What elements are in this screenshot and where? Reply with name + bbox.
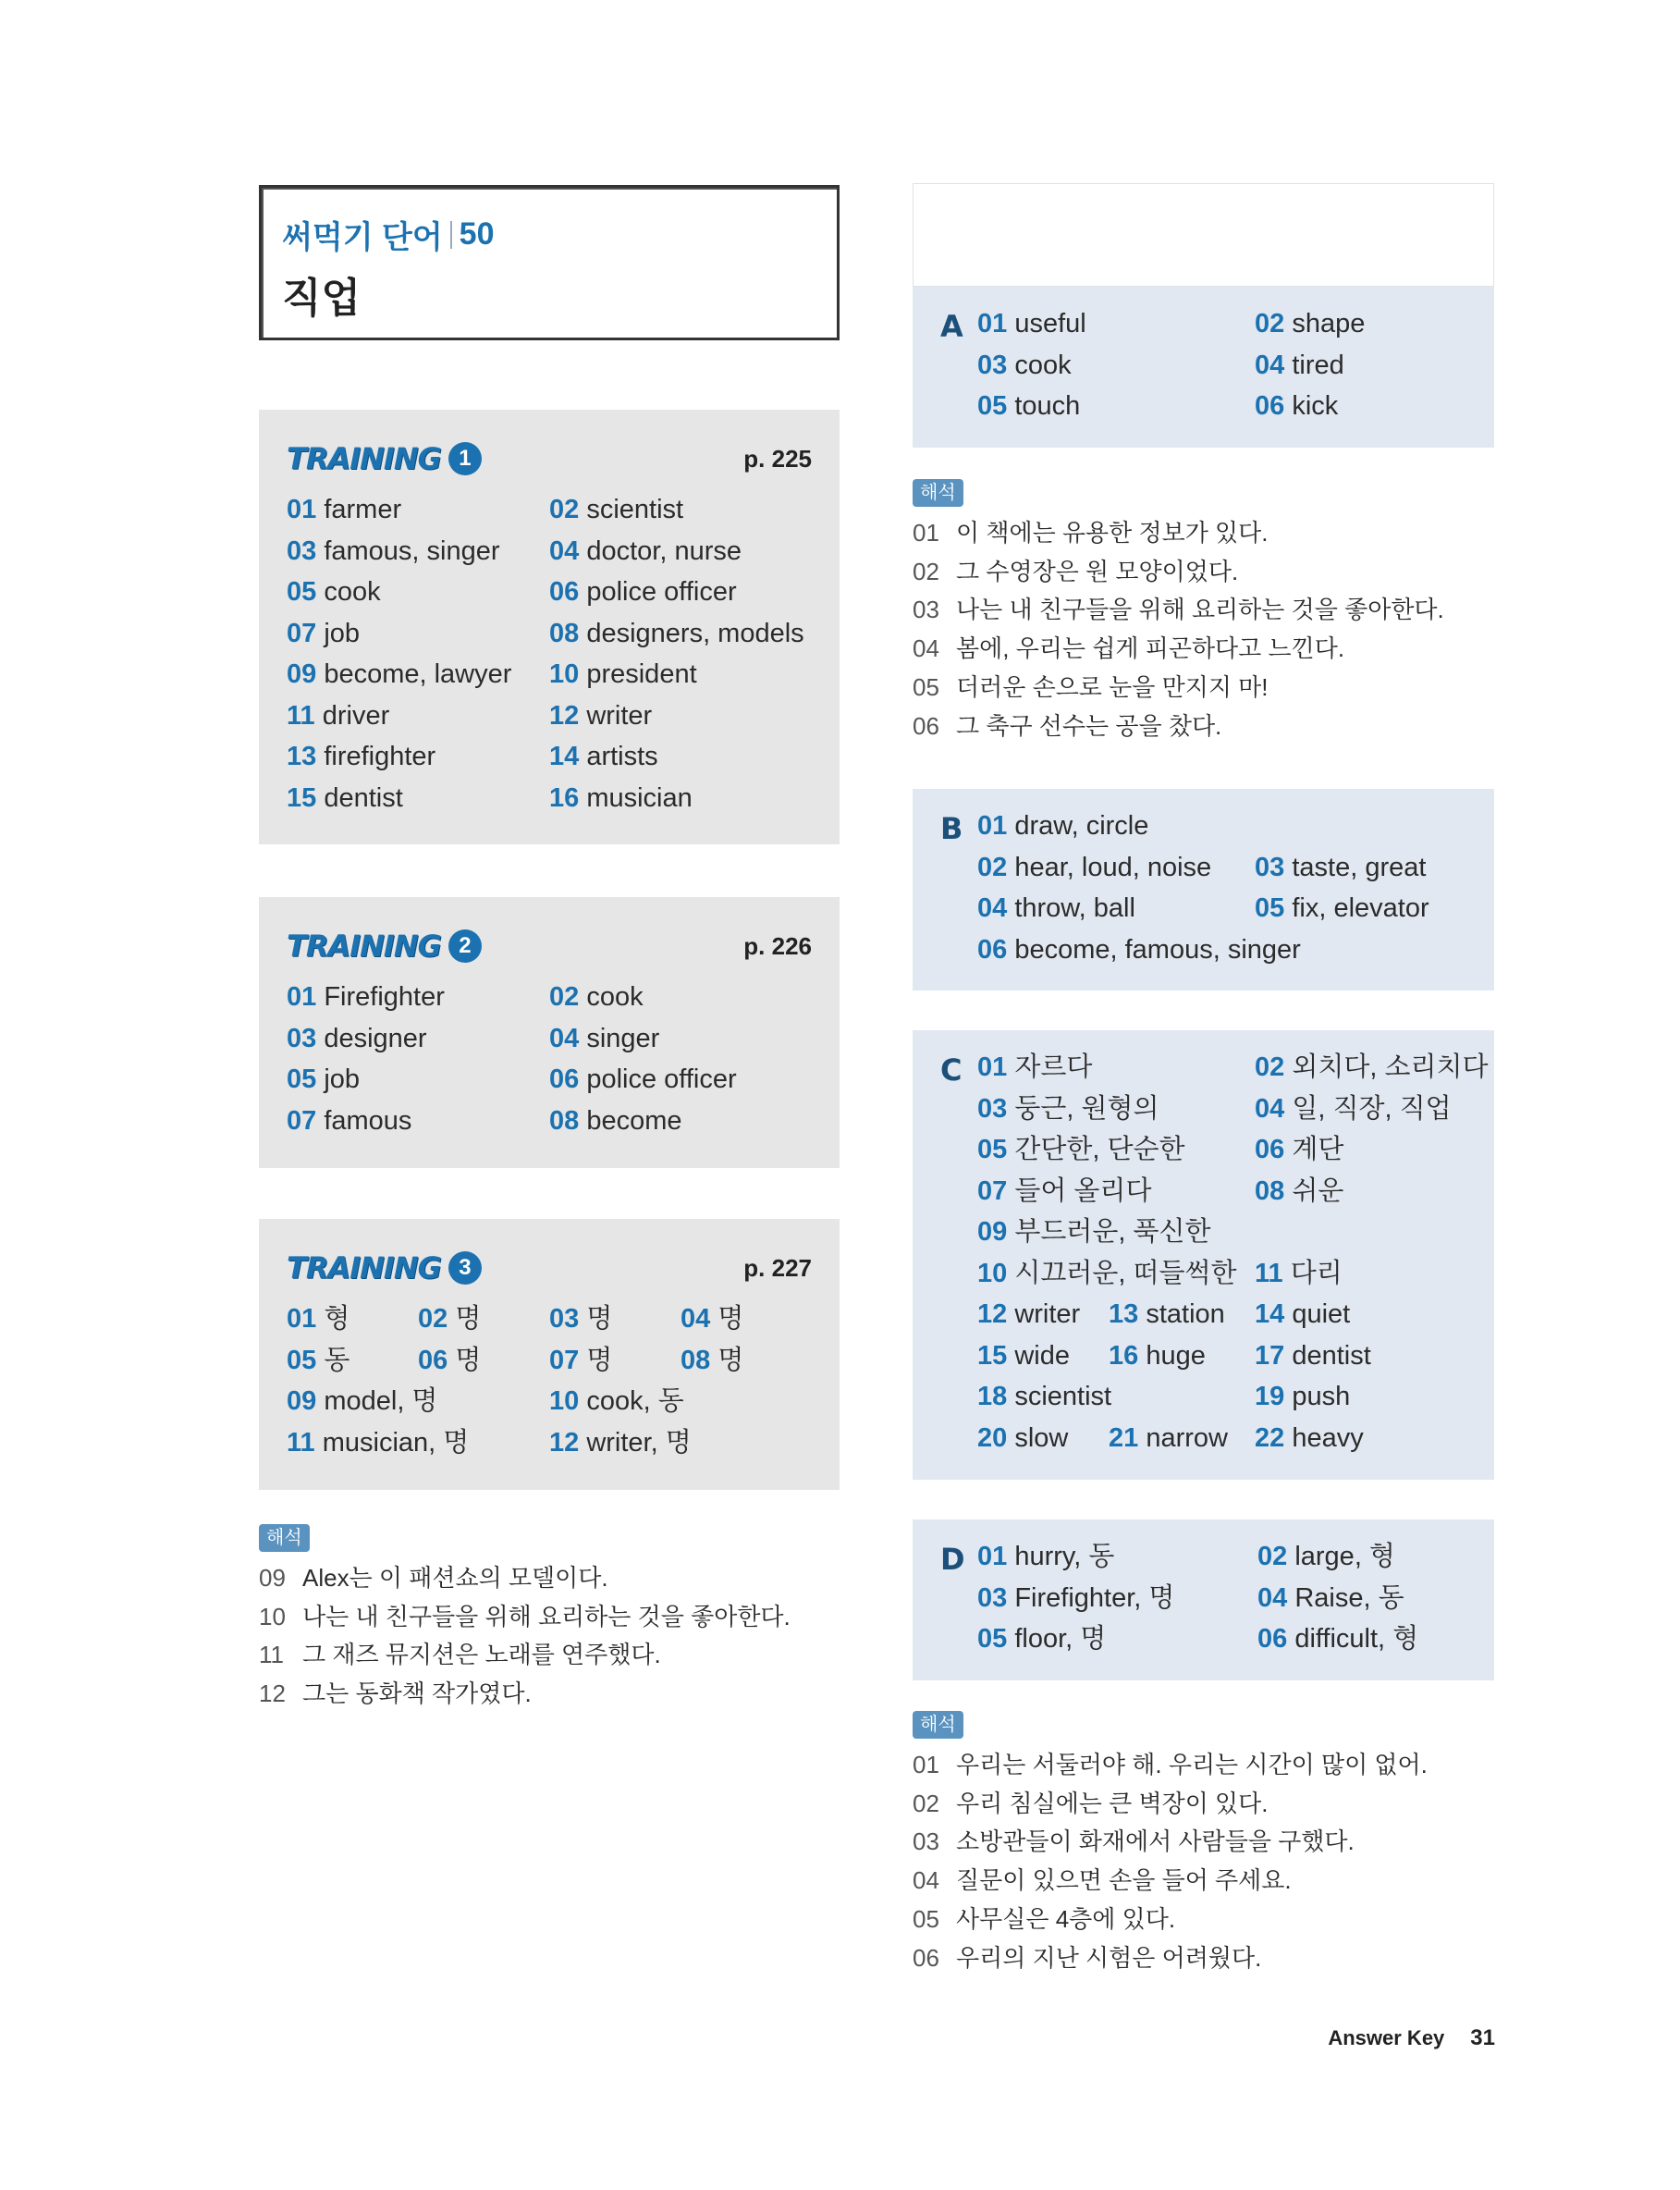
answer-item: 04 throw, ball [977,893,1135,923]
page-reference: p. 226 [743,932,812,960]
answer-row [977,1294,1489,1335]
answer-item: 01 hurry, 동 [977,1542,1115,1571]
answer-item: 08 become [549,1105,682,1136]
answer-item: 01 useful [977,309,1086,338]
answer-item: 04 일, 직장, 직업 [1255,1093,1452,1124]
training-1-box [259,410,840,844]
answer-item: 05 floor, 명 [977,1624,1107,1654]
answer-item: 07 명 [549,1345,613,1375]
answer-item: 19 push [1255,1382,1351,1411]
translation-line: 06 우리의 지난 시험은 어려웠다. [913,1943,1262,1972]
answer-item: 06 police officer [549,577,737,607]
answer-item: 02 cook [549,982,644,1012]
answer-item: 12 writer, 명 [549,1427,692,1458]
series-label: 써먹기 단어 [282,220,443,255]
answer-item: 01 Firefighter [287,982,445,1012]
answer-item: 16 musician [549,782,693,813]
section-d-answers [977,1536,1476,1660]
translation-line: 05 사무실은 4층에 있다. [913,1904,1176,1933]
answer-item: 04 tired [1255,350,1344,380]
answer-item: 02 scientist [549,495,684,524]
answer-item: 05 cook [287,577,381,607]
answer-item: 03 명 [549,1304,613,1334]
translation-section-d [913,1711,1428,1977]
answer-item: 03 cook [977,350,1072,380]
translation-tag: 해석 [259,1524,310,1552]
training-number-badge: 3 [448,1251,482,1285]
section-letter: A [940,309,963,344]
answer-item: 01 자르다 [977,1052,1093,1082]
translation-line: 06 그 축구 선수는 공을 찼다. [913,711,1222,740]
translation-line: 12 그는 동화책 작가였다. [259,1679,532,1708]
translation-tag: 해석 [913,479,963,507]
answer-item: 07 famous [287,1105,412,1136]
title-box [259,185,840,340]
answer-item: 15 wide [977,1340,1070,1371]
title-separator [450,221,452,249]
answer-item: 05 간단한, 단순한 [977,1135,1185,1164]
answer-row [977,1376,1489,1418]
answer-item: 12 writer [977,1299,1081,1329]
section-b-answers [977,806,1476,970]
answer-item: 03 designer [287,1023,427,1053]
answer-item: 09 become, lawyer [287,659,512,689]
answer-item: 20 slow [977,1422,1069,1453]
answer-item: 10 president [549,659,697,689]
page-number: 31 [1470,2025,1495,2050]
answer-item: 02 large, 형 [1257,1542,1395,1571]
answer-item: 06 명 [418,1345,482,1375]
answer-item: 17 dentist [1255,1340,1371,1371]
answer-item: 05 touch [977,391,1081,421]
training-logo: TRAINING [287,1250,441,1286]
training-1-header [287,437,812,480]
answer-item: 01 farmer [287,495,402,524]
answer-item: 09 model, 명 [287,1386,438,1416]
translation-line: 05 더러운 손으로 눈을 만지지 마! [913,672,1269,701]
answer-item: 02 shape [1255,309,1366,338]
section-b [913,789,1494,990]
translation-tag: 해석 [913,1711,963,1739]
section-letter: D [940,1542,965,1577]
section-a [913,287,1494,448]
answer-item: 01 형 [287,1304,350,1334]
answer-item: 05 동 [287,1345,350,1375]
training-3-header [287,1247,812,1289]
translation-section-a [913,479,1444,745]
training-2-header [287,925,812,967]
title-series [282,212,837,257]
answer-item: 14 artists [549,742,658,771]
answer-row [977,1335,1489,1377]
answer-item: 05 job [287,1064,361,1094]
page-reference: p. 227 [743,1254,812,1282]
translation-line: 11 그 재즈 뮤지션은 노래를 연주했다. [259,1641,661,1669]
answer-item: 10 cook, 동 [549,1386,684,1416]
answer-item: 05 fix, elevator [1255,893,1429,923]
answer-item: 08 designers, models [549,618,804,648]
answer-item: 07 job [287,618,361,648]
section-d [913,1519,1494,1680]
answer-item: 14 quiet [1255,1299,1351,1329]
translation-line: 10 나는 내 친구들을 위해 요리하는 것을 좋아한다. [259,1602,791,1630]
translation-line: 04 봄에, 우리는 쉽게 피곤하다고 느낀다. [913,634,1345,663]
training-1-answers [287,489,812,818]
answer-item: 03 famous, singer [287,535,500,566]
series-number: 50 [459,216,495,252]
answer-item: 11 다리 [1255,1258,1343,1288]
translation-line: 02 그 수영장은 원 모양이었다. [913,557,1239,585]
page-footer [1328,2025,1495,2051]
training-2-answers [287,977,812,1141]
answer-item: 02 외치다, 소리치다 [1255,1052,1489,1082]
translation-line: 03 소방관들이 화재에서 사람들을 구했다. [913,1827,1355,1856]
answer-item: 13 firefighter [287,742,436,771]
training-logo: TRAINING [287,929,441,964]
footer-label: Answer Key [1328,2026,1445,2049]
answer-item: 02 hear, loud, noise [977,852,1212,882]
answer-item: 13 station [1109,1299,1225,1329]
answer-item: 18 scientist [977,1382,1112,1411]
answer-item: 03 Firefighter, 명 [977,1582,1175,1613]
answer-item: 01 draw, circle [977,811,1149,841]
answer-item: 06 police officer [549,1064,737,1094]
translation-training-3 [259,1524,791,1714]
training-3-answers-long [287,1381,812,1463]
training-number-badge: 1 [448,442,482,475]
translation-line: 03 나는 내 친구들을 위해 요리하는 것을 좋아한다. [913,596,1444,624]
answer-item: 16 huge [1109,1340,1206,1371]
answer-item: 11 musician, 명 [287,1427,470,1458]
answer-item: 08 쉬운 [1255,1175,1344,1206]
section-letter: B [940,811,963,846]
answer-item: 06 계단 [1255,1135,1344,1164]
answer-item: 12 writer [549,700,653,731]
training-2-box [259,897,840,1168]
answer-item: 04 singer [549,1023,660,1053]
answer-item: 04 doctor, nurse [549,535,742,566]
answer-item: 06 become, famous, singer [977,934,1301,965]
answer-item: 11 driver [287,700,390,731]
section-a-header-panel [913,183,1494,287]
answer-item: 04 명 [681,1304,744,1334]
answer-item: 03 둥근, 원형의 [977,1093,1159,1124]
answer-row [977,1418,1489,1459]
translation-line: 01 우리는 서둘러야 해. 우리는 시간이 많이 없어. [913,1751,1428,1778]
answer-item: 22 heavy [1255,1422,1364,1453]
answer-item: 04 Raise, 동 [1257,1582,1404,1613]
translation-line: 01 이 책에는 유용한 정보가 있다. [913,519,1269,547]
training-logo: TRAINING [287,441,441,476]
answer-item: 07 들어 올리다 [977,1175,1152,1206]
answer-item: 08 명 [681,1345,744,1375]
answer-item: 15 dentist [287,782,403,813]
page-reference: p. 225 [743,445,812,473]
section-letter: C [940,1052,963,1088]
section-a-answers [977,303,1476,427]
answer-item [1109,1376,1255,1418]
answer-item: 10 시끄러운, 떠들썩한 [977,1258,1237,1288]
translation-line: 04 질문이 있으면 손을 들어 주세요. [913,1866,1292,1895]
answer-item: 09 부드러운, 푹신한 [977,1217,1211,1247]
section-c [913,1030,1494,1480]
answer-item: 02 명 [418,1304,482,1334]
translation-line: 09 Alex는 이 패션쇼의 모델이다. [259,1564,608,1592]
section-c-answers [977,1047,1489,1458]
training-3-box [259,1219,840,1490]
page-title: 직업 [282,276,362,321]
answer-item: 21 narrow [1109,1422,1228,1453]
answer-item: 06 difficult, 형 [1257,1624,1419,1654]
answer-item: 06 kick [1255,391,1339,421]
training-3-answers-short [287,1298,812,1381]
answer-item: 03 taste, great [1255,852,1427,882]
translation-line: 02 우리 침실에는 큰 벽장이 있다. [913,1789,1269,1817]
training-number-badge: 2 [448,929,482,963]
